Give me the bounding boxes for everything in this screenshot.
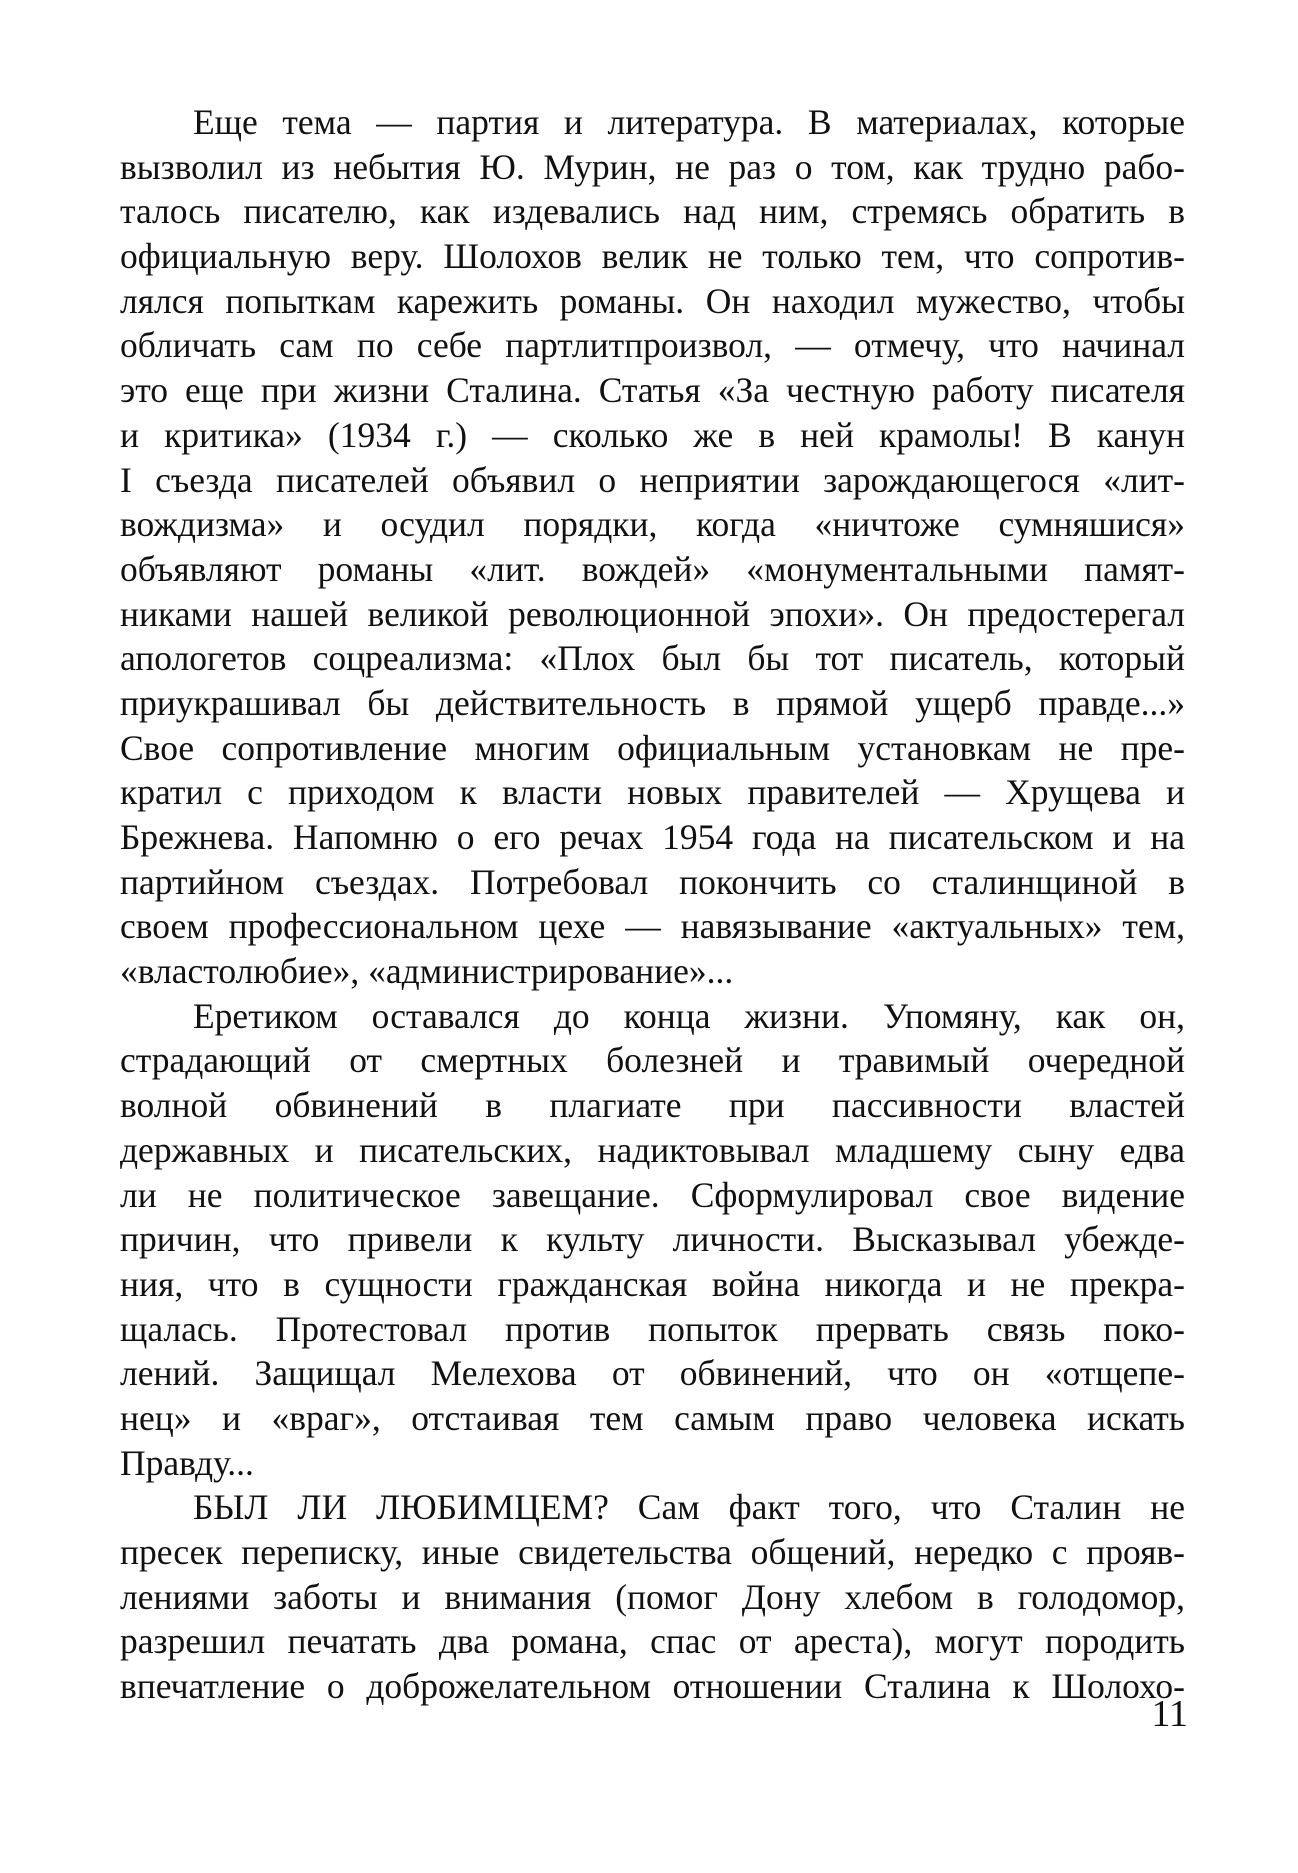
text-line: пресек переписку, иные свидетельства общений, нередко с прояв- [120,1532,1185,1572]
text-line: Еретиком оставался до конца жизни. Упомяну, как он, [193,995,1185,1036]
text-line: Брежнева. Напомню о его речах 1954 года на писательском и на [120,817,1185,857]
text-line: нец» и «враг», отстаивая тем самым право человека искать [120,1397,1185,1438]
text-line: лениями заботы и внимания (помог Дону хлебом в голодомор, [120,1576,1185,1617]
text-line: державных и писательских, надиктовывал младшему сыну едва [120,1129,1185,1170]
paragraph-2 [120,994,1185,1486]
text-line: обличать сам по себе партлитпроизвол, — отмечу, что начинал [120,325,1185,366]
text-line: своем профессиональном цехе — навязывание «актуальных» тем, [120,906,1185,947]
text-line: впечатление о доброжелательном отношении Сталина к Шолохо- [120,1666,1185,1707]
text-line: партийном съездах. Потребовал покончить со сталинщиной в [120,861,1185,902]
text-line: апологетов соцреализма: «Плох был бы тот писатель, который [120,638,1185,679]
text-line: это еще при жизни Сталина. Статья «За честную работу писателя [120,370,1185,411]
text-line: волной обвинений в плагиате при пассивности властей [120,1085,1185,1126]
text-line: БЫЛ ЛИ ЛЮБИМЦЕМ? Сам факт того, что Сталин не [193,1487,1185,1528]
text-line: талось писателю, как издевались над ним, стремясь обратить в [120,191,1185,232]
text-line: приукрашивал бы действительность в прямой ущерб правде...» [120,682,1185,723]
text-line: вызволил из небытия Ю. Мурин, не раз о том, как трудно рабо- [120,146,1185,187]
text-line: Правду... [120,1442,254,1483]
text-line: причин, что привели к культу личности. Высказывал убежде- [120,1219,1185,1260]
paragraph-3 [120,1485,1185,1708]
text-line: объявляют романы «лит. вождей» «монументальными памят- [120,548,1185,589]
text-line: ния, что в сущности гражданская война никогда и не прекра- [120,1263,1185,1304]
text-line: вождизма» и осудил порядки, когда «ничтоже сумняшися» [120,504,1185,545]
paragraph-1 [120,100,1185,994]
text-line: Еще тема — партия и литература. В материалах, которые [193,102,1185,142]
text-line: официальную веру. Шолохов велик не только тем, что сопротив- [120,236,1185,277]
text-line: I съезда писателей объявил о неприятии зарождающегося «лит- [120,459,1185,500]
text-line: лений. Защищал Мелехова от обвинений, что он «отщепе- [120,1353,1185,1394]
text-line: щалась. Протестовал против попыток прервать связь поко- [120,1308,1185,1349]
text-line: Свое сопротивление многим официальным установкам не пре- [120,727,1185,768]
text-line: страдающий от смертных болезней и травимый очередной [120,1040,1185,1081]
text-line: «властолюбие», «администрирование»... [120,951,734,992]
text-line: кратил с приходом к власти новых правителей — Хрущева и [120,772,1185,813]
text-line: ли не политическое завещание. Сформулировал свое видение [120,1174,1185,1215]
text-line: разрешил печатать два романа, спас от ареста), могут породить [120,1621,1185,1662]
text-line: лялся попыткам карежить романы. Он находил мужество, чтобы [120,280,1185,321]
text-line: и критика» (1934 г.) — сколько же в ней крамолы! В канун [120,414,1185,455]
body-text [120,100,1185,1709]
text-line: никами нашей великой революционной эпохи». Он предостерегал [120,593,1185,634]
page-number: 11 [1151,1693,1188,1735]
